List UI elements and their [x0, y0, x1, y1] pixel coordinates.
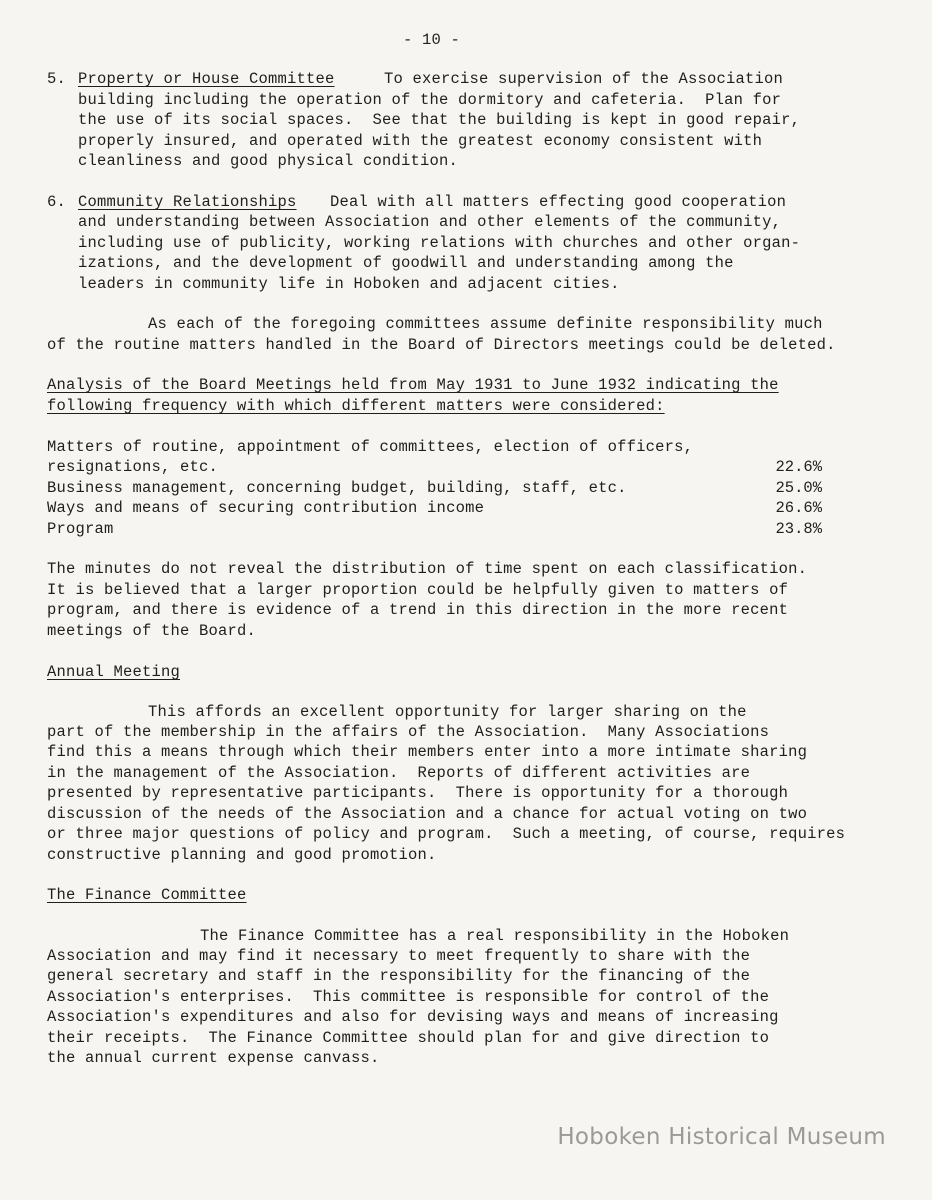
- annual-line4: in the management of the Association. Reports of different activities are: [47, 764, 751, 782]
- finance-line2: Association and may find it necessary to meet frequently to share with the: [47, 947, 751, 965]
- item6-number: 6.: [47, 193, 67, 211]
- item5-line4: properly insured, and operated with the greatest economy consistent with: [78, 132, 763, 150]
- foregoing-line2: of the routine matters handled in the Board of Directors meetings could be deleted.: [47, 336, 836, 354]
- item6-line1: Deal with all matters effecting good cooperation: [330, 193, 787, 211]
- museum-watermark: Hoboken Historical Museum: [557, 1124, 886, 1150]
- annual-line8: constructive planning and good promotion.: [47, 846, 437, 864]
- analysis-row-value: 25.0%: [775, 479, 822, 497]
- item6-title: Community Relationships: [78, 193, 297, 211]
- minutes-line4: meetings of the Board.: [47, 622, 257, 640]
- item5-number: 5.: [47, 70, 67, 88]
- finance-line7: the annual current expense canvass.: [47, 1049, 380, 1067]
- foregoing-line1: As each of the foregoing committees assume definite responsibility much: [148, 315, 823, 333]
- item6-line5: leaders in community life in Hoboken and adjacent cities.: [78, 275, 620, 293]
- annual-line1: This affords an excellent opportunity for larger sharing on the: [148, 703, 747, 721]
- analysis-heading-line2: following frequency with which different matters were considered:: [47, 397, 665, 415]
- annual-line5: presented by representative participants. There is opportunity for a thorough: [47, 784, 789, 802]
- annual-line6: discussion of the needs of the Association and a chance for actual voting on two: [47, 805, 808, 823]
- item6-line4: izations, and the development of goodwill and understanding among the: [78, 254, 734, 272]
- analysis-row-label: Matters of routine, appointment of committees, election of officers,: [47, 438, 694, 456]
- finance-line4: Association's enterprises. This committee is responsible for control of the: [47, 988, 770, 1006]
- item5-line5: cleanliness and good physical condition.: [78, 152, 459, 170]
- item6-line2: and understanding between Association and other elements of the community,: [78, 213, 782, 231]
- analysis-row-value: 26.6%: [775, 499, 822, 517]
- finance-line3: general secretary and staff in the responsibility for the financing of the: [47, 967, 751, 985]
- analysis-row-value: 23.8%: [775, 520, 822, 538]
- item5-title: Property or House Committee: [78, 70, 335, 88]
- finance-line1: The Finance Committee has a real responsibility in the Hoboken: [200, 927, 790, 945]
- item5-line2: building including the operation of the dormitory and cafeteria. Plan for: [78, 91, 782, 109]
- item6-line3: including use of publicity, working relations with churches and other organ-: [78, 234, 801, 252]
- annual-line2: part of the membership in the affairs of the Association. Many Associations: [47, 723, 770, 741]
- analysis-row-label: Program: [47, 520, 114, 538]
- finance-line6: their receipts. The Finance Committee should plan for and give direction to: [47, 1029, 770, 1047]
- analysis-row-value: 22.6%: [775, 458, 822, 476]
- finance-committee-heading: The Finance Committee: [47, 886, 247, 904]
- page-number: - 10 -: [403, 31, 461, 49]
- annual-meeting-heading: Annual Meeting: [47, 663, 181, 681]
- item5-line3: the use of its social spaces. See that the building is kept in good repair,: [78, 111, 801, 129]
- analysis-row-label-cont: resignations, etc.: [47, 458, 219, 476]
- analysis-row-label: Ways and means of securing contribution income: [47, 499, 485, 517]
- minutes-line3: program, and there is evidence of a trend in this direction in the more recent: [47, 601, 789, 619]
- analysis-row-label: Business management, concerning budget, building, staff, etc.: [47, 479, 627, 497]
- annual-line3: find this a means through which their members enter into a more intimate sharing: [47, 743, 808, 761]
- annual-line7: or three major questions of policy and program. Such a meeting, of course, requires: [47, 825, 846, 843]
- minutes-line1: The minutes do not reveal the distribution of time spent on each classification.: [47, 560, 808, 578]
- analysis-heading-line1: Analysis of the Board Meetings held from May 1931 to June 1932 indicating the: [47, 376, 779, 394]
- item5-line1: To exercise supervision of the Association: [384, 70, 784, 88]
- finance-line5: Association's expenditures and also for devising ways and means of increasing: [47, 1008, 779, 1026]
- minutes-line2: It is believed that a larger proportion could be helpfully given to matters of: [47, 581, 789, 599]
